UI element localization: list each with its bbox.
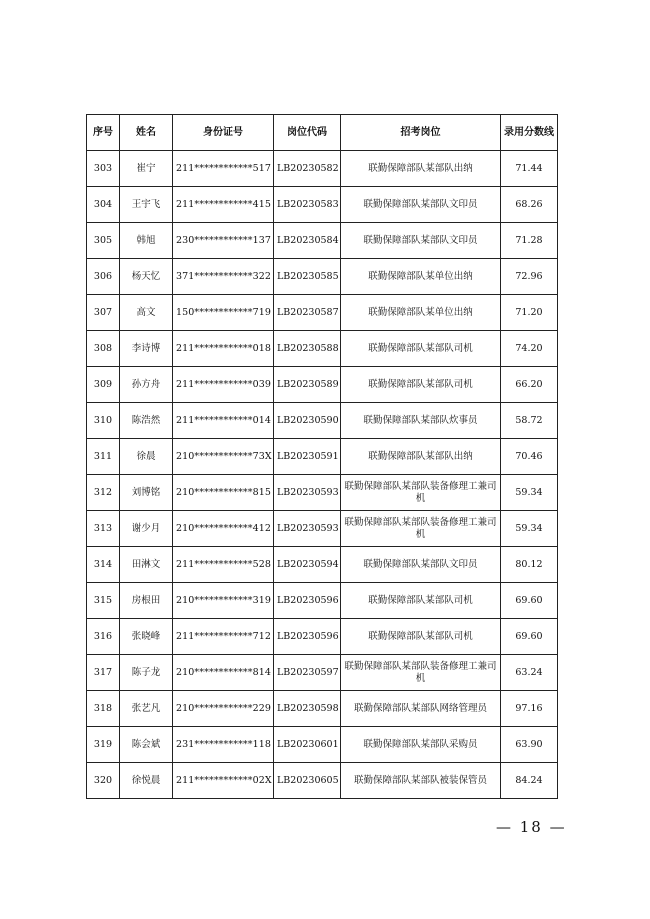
person-name: 韩旭 bbox=[120, 223, 173, 259]
header-id: 身份证号 bbox=[173, 115, 274, 151]
score-line: 58.72 bbox=[501, 403, 558, 439]
score-line: 74.20 bbox=[501, 331, 558, 367]
position-title: 联勤保障部队某部队网络管理员 bbox=[341, 691, 501, 727]
person-name: 陈会斌 bbox=[120, 727, 173, 763]
row-number: 312 bbox=[87, 475, 120, 511]
row-number: 320 bbox=[87, 763, 120, 799]
score-line: 72.96 bbox=[501, 259, 558, 295]
position-code: LB20230590 bbox=[274, 403, 341, 439]
position-code: LB20230598 bbox=[274, 691, 341, 727]
row-number: 304 bbox=[87, 187, 120, 223]
position-code: LB20230589 bbox=[274, 367, 341, 403]
row-number: 305 bbox=[87, 223, 120, 259]
table-row bbox=[87, 331, 558, 367]
person-name: 徐晨 bbox=[120, 439, 173, 475]
score-line: 63.90 bbox=[501, 727, 558, 763]
position-code: LB20230593 bbox=[274, 475, 341, 511]
person-name: 王宇飞 bbox=[120, 187, 173, 223]
table-row bbox=[87, 547, 558, 583]
score-line: 80.12 bbox=[501, 547, 558, 583]
row-number: 309 bbox=[87, 367, 120, 403]
person-name: 崔宁 bbox=[120, 151, 173, 187]
person-name: 田淋文 bbox=[120, 547, 173, 583]
position-title: 联勤保障部队某部队文印员 bbox=[341, 547, 501, 583]
header-name: 姓名 bbox=[120, 115, 173, 151]
position-title: 联勤保障部队某部队炊事员 bbox=[341, 403, 501, 439]
score-line: 68.26 bbox=[501, 187, 558, 223]
score-line: 63.24 bbox=[501, 655, 558, 691]
roster-table bbox=[86, 114, 558, 799]
position-title: 联勤保障部队某部队司机 bbox=[341, 367, 501, 403]
table-row bbox=[87, 655, 558, 691]
id-number: 150************719 bbox=[173, 295, 274, 331]
table-row bbox=[87, 439, 558, 475]
id-number: 231************118 bbox=[173, 727, 274, 763]
header-score: 录用分数线 bbox=[501, 115, 558, 151]
position-code: LB20230594 bbox=[274, 547, 341, 583]
id-number: 211************528 bbox=[173, 547, 274, 583]
position-code: LB20230584 bbox=[274, 223, 341, 259]
position-title: 联勤保障部队某部队司机 bbox=[341, 331, 501, 367]
page-number: — 18 — bbox=[496, 818, 567, 836]
person-name: 李诗博 bbox=[120, 331, 173, 367]
header-position: 招考岗位 bbox=[341, 115, 501, 151]
id-number: 210************73X bbox=[173, 439, 274, 475]
person-name: 陈子龙 bbox=[120, 655, 173, 691]
table-row bbox=[87, 295, 558, 331]
score-line: 97.16 bbox=[501, 691, 558, 727]
position-title: 联勤保障部队某部队被装保管员 bbox=[341, 763, 501, 799]
row-number: 318 bbox=[87, 691, 120, 727]
id-number: 211************02X bbox=[173, 763, 274, 799]
score-line: 59.34 bbox=[501, 475, 558, 511]
position-title: 联勤保障部队某部队文印员 bbox=[341, 223, 501, 259]
id-number: 371************322 bbox=[173, 259, 274, 295]
score-line: 71.44 bbox=[501, 151, 558, 187]
position-code: LB20230585 bbox=[274, 259, 341, 295]
table-row bbox=[87, 367, 558, 403]
person-name: 徐悦晨 bbox=[120, 763, 173, 799]
position-code: LB20230582 bbox=[274, 151, 341, 187]
id-number: 210************319 bbox=[173, 583, 274, 619]
row-number: 308 bbox=[87, 331, 120, 367]
id-number: 211************014 bbox=[173, 403, 274, 439]
person-name: 刘博铭 bbox=[120, 475, 173, 511]
position-title: 联勤保障部队某部队文印员 bbox=[341, 187, 501, 223]
header-code: 岗位代码 bbox=[274, 115, 341, 151]
position-code: LB20230587 bbox=[274, 295, 341, 331]
position-title: 联勤保障部队某单位出纳 bbox=[341, 295, 501, 331]
position-title: 联勤保障部队某部队采购员 bbox=[341, 727, 501, 763]
position-title: 联勤保障部队某部队司机 bbox=[341, 583, 501, 619]
table-row bbox=[87, 691, 558, 727]
position-title: 联勤保障部队某部队装备修理工兼司机 bbox=[341, 655, 501, 691]
table-row bbox=[87, 727, 558, 763]
row-number: 310 bbox=[87, 403, 120, 439]
table-row bbox=[87, 259, 558, 295]
position-code: LB20230583 bbox=[274, 187, 341, 223]
score-line: 71.28 bbox=[501, 223, 558, 259]
position-title: 联勤保障部队某单位出纳 bbox=[341, 259, 501, 295]
id-number: 211************712 bbox=[173, 619, 274, 655]
position-title: 联勤保障部队某部队出纳 bbox=[341, 439, 501, 475]
row-number: 314 bbox=[87, 547, 120, 583]
id-number: 211************039 bbox=[173, 367, 274, 403]
position-code: LB20230601 bbox=[274, 727, 341, 763]
id-number: 210************412 bbox=[173, 511, 274, 547]
header-no: 序号 bbox=[87, 115, 120, 151]
person-name: 孙方舟 bbox=[120, 367, 173, 403]
table-row bbox=[87, 619, 558, 655]
row-number: 311 bbox=[87, 439, 120, 475]
header-row bbox=[87, 115, 558, 151]
id-number: 211************415 bbox=[173, 187, 274, 223]
position-code: LB20230591 bbox=[274, 439, 341, 475]
score-line: 66.20 bbox=[501, 367, 558, 403]
person-name: 张艺凡 bbox=[120, 691, 173, 727]
person-name: 陈浩然 bbox=[120, 403, 173, 439]
person-name: 杨天忆 bbox=[120, 259, 173, 295]
score-line: 71.20 bbox=[501, 295, 558, 331]
row-number: 303 bbox=[87, 151, 120, 187]
score-line: 69.60 bbox=[501, 619, 558, 655]
table-row bbox=[87, 511, 558, 547]
row-number: 317 bbox=[87, 655, 120, 691]
id-number: 211************018 bbox=[173, 331, 274, 367]
position-title: 联勤保障部队某部队装备修理工兼司机 bbox=[341, 475, 501, 511]
id-number: 210************814 bbox=[173, 655, 274, 691]
row-number: 316 bbox=[87, 619, 120, 655]
table-row bbox=[87, 187, 558, 223]
score-line: 69.60 bbox=[501, 583, 558, 619]
position-code: LB20230593 bbox=[274, 511, 341, 547]
position-code: LB20230605 bbox=[274, 763, 341, 799]
table-row bbox=[87, 151, 558, 187]
position-code: LB20230596 bbox=[274, 583, 341, 619]
person-name: 高文 bbox=[120, 295, 173, 331]
table-row bbox=[87, 475, 558, 511]
row-number: 307 bbox=[87, 295, 120, 331]
position-code: LB20230597 bbox=[274, 655, 341, 691]
row-number: 313 bbox=[87, 511, 120, 547]
id-number: 210************815 bbox=[173, 475, 274, 511]
table-row bbox=[87, 223, 558, 259]
row-number: 306 bbox=[87, 259, 120, 295]
row-number: 315 bbox=[87, 583, 120, 619]
table-row bbox=[87, 583, 558, 619]
table-row bbox=[87, 403, 558, 439]
person-name: 房根田 bbox=[120, 583, 173, 619]
score-line: 70.46 bbox=[501, 439, 558, 475]
position-code: LB20230588 bbox=[274, 331, 341, 367]
score-line: 84.24 bbox=[501, 763, 558, 799]
score-line: 59.34 bbox=[501, 511, 558, 547]
person-name: 谢少月 bbox=[120, 511, 173, 547]
table-row bbox=[87, 763, 558, 799]
person-name: 张晓峰 bbox=[120, 619, 173, 655]
position-title: 联勤保障部队某部队出纳 bbox=[341, 151, 501, 187]
position-title: 联勤保障部队某部队装备修理工兼司机 bbox=[341, 511, 501, 547]
id-number: 211************517 bbox=[173, 151, 274, 187]
id-number: 230************137 bbox=[173, 223, 274, 259]
position-title: 联勤保障部队某部队司机 bbox=[341, 619, 501, 655]
position-code: LB20230596 bbox=[274, 619, 341, 655]
id-number: 210************229 bbox=[173, 691, 274, 727]
row-number: 319 bbox=[87, 727, 120, 763]
